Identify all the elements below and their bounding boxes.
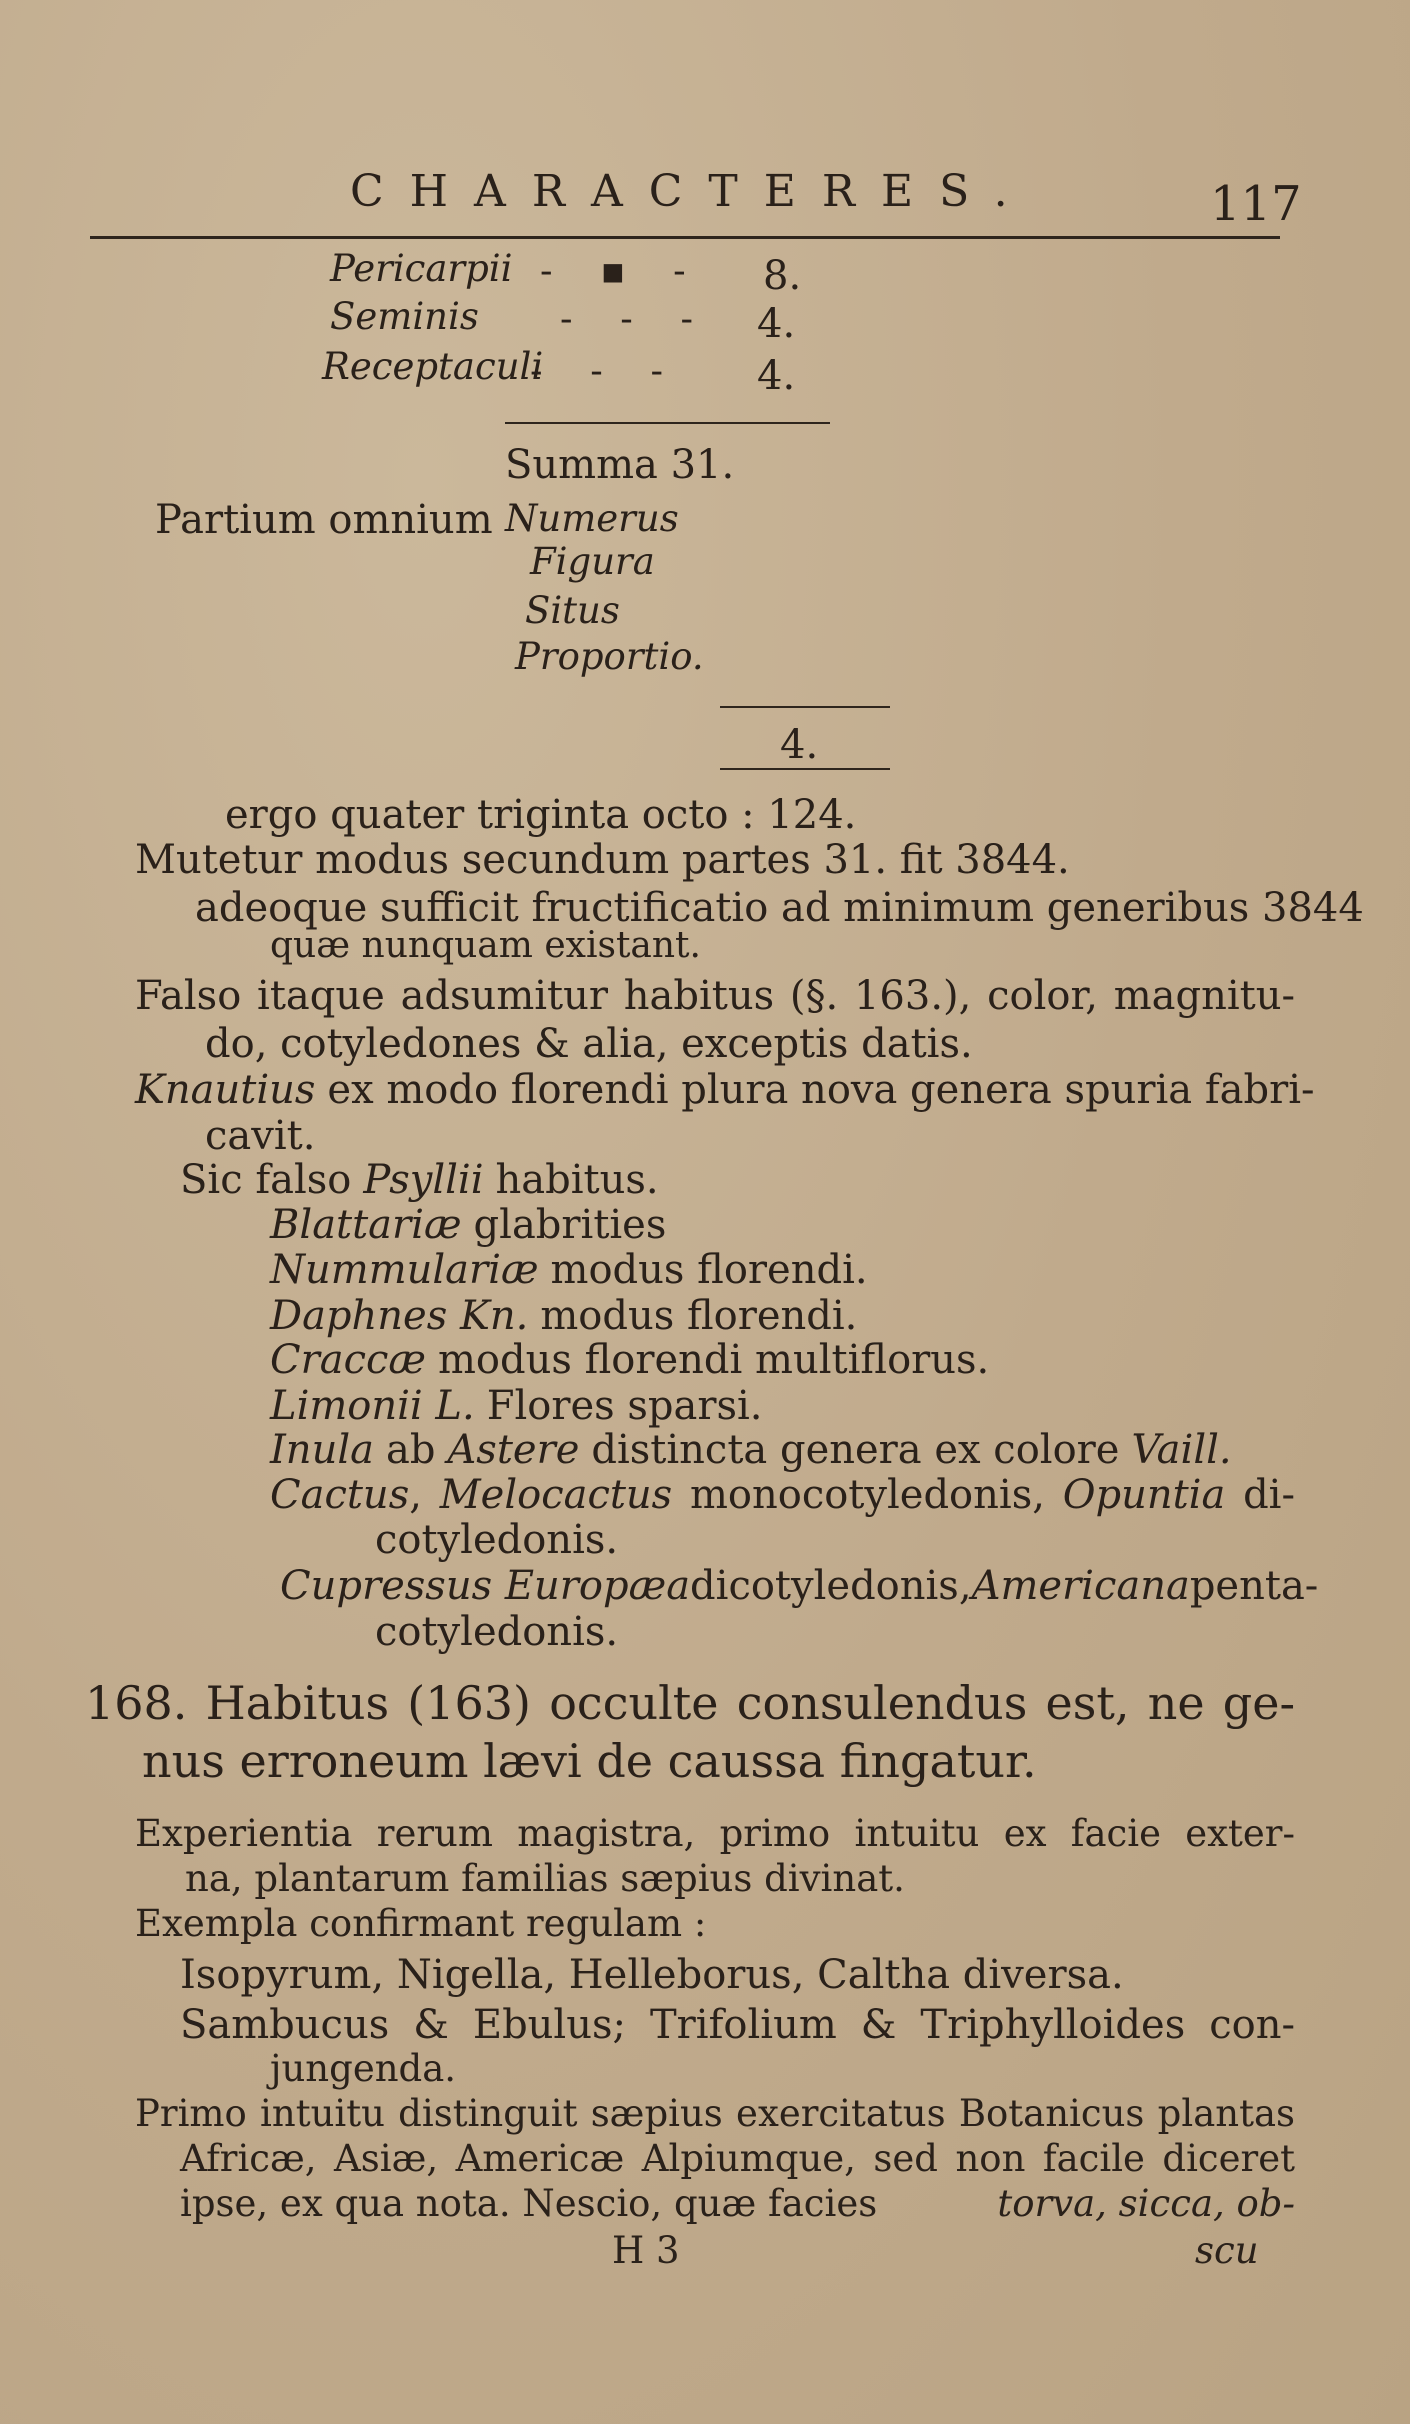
text-span: distincta genera ex colore [591, 1427, 1120, 1473]
text-line [270, 1383, 763, 1429]
genus-name: Nummulariæ [270, 1247, 539, 1293]
text-line: do, cotyledones & alia, exceptis datis. [205, 1021, 973, 1067]
genus-name: Americana [971, 1563, 1190, 1609]
text-line [270, 1293, 858, 1339]
text-span: glabrities [473, 1202, 667, 1248]
author-name: Vaill. [1131, 1427, 1232, 1473]
text-line: Exempla confirmant regulam : [135, 1902, 707, 1945]
signature-mark: H 3 [612, 2229, 680, 2272]
part-value: 8. [763, 253, 802, 299]
text-span: dicotyledonis, [690, 1563, 972, 1609]
text-line: ergo quater triginta octo : 124. [225, 792, 857, 838]
genus-name: Daphnes Kn. [270, 1293, 529, 1339]
text-line: Sambucus & Ebulus; Trifolium & Triphylloides con- [180, 2002, 1295, 2048]
sum-rule [505, 422, 830, 424]
genus-name: Cactus [270, 1472, 410, 1518]
text-span: habitus. [495, 1157, 659, 1203]
section-heading: nus erroneum lævi de caussa fingatur. [142, 1734, 1037, 1788]
partium-item: Figura [530, 540, 655, 583]
text-line: na, plantarum familias sæpius divinat. [185, 1857, 905, 1900]
section-heading: 168. Habitus (163) occulte consulendus est, ne ge- [85, 1676, 1295, 1730]
partium-item: Numerus [505, 497, 679, 540]
text-span: Sic falso [180, 1157, 352, 1203]
text-line [180, 1157, 659, 1203]
text-line: Experientia rerum magistra, primo intuitu ex facie exter- [135, 1812, 1295, 1855]
text-span: penta- [1189, 1563, 1319, 1609]
catchword: scu [1195, 2229, 1259, 2272]
summa: Summa 31. [505, 442, 735, 488]
part-value: 4. [757, 301, 796, 347]
text-line [270, 1472, 1295, 1518]
author-name: Knautius [135, 1067, 316, 1113]
text-line [270, 1337, 990, 1383]
genus-name: Opuntia [1062, 1472, 1226, 1518]
partium-label: Partium omnium [155, 497, 493, 543]
text-line: jungenda. [270, 2047, 457, 2090]
text-line: cotyledonis. [375, 1609, 619, 1655]
text-span: , [409, 1472, 422, 1518]
partium-item: Situs [525, 589, 620, 632]
text-line [180, 2182, 1295, 2225]
part-dashes: - - - [560, 297, 712, 340]
part-name: Receptaculi [322, 345, 544, 388]
text-span: di- [1243, 1472, 1295, 1518]
genus-name: Astere [447, 1427, 580, 1473]
text-span: torva, sicca, ob- [997, 2182, 1295, 2225]
text-line: adeoque sufficit fructificatio ad minimum generibus 3844 [195, 885, 1364, 931]
text-line: cotyledonis. [375, 1517, 619, 1563]
text-line: Mutetur modus secundum partes 31. fit 3844. [135, 837, 1070, 883]
text-line: Isopyrum, Nigella, Helleborus, Caltha diversa. [180, 1952, 1124, 1998]
text-span: modus florendi multiflorus. [437, 1337, 990, 1383]
multiplier: 4. [780, 722, 819, 768]
part-name: Seminis [330, 295, 479, 338]
page-number: 117 [1210, 176, 1302, 232]
mult-rule-top [720, 706, 890, 708]
part-name: Pericarpii [330, 247, 513, 290]
text-line [270, 1202, 667, 1248]
running-head: CHARACTERES. [350, 166, 1034, 217]
part-value: 4. [757, 353, 796, 399]
mult-rule-bottom [720, 768, 890, 770]
text-line: cavit. [205, 1113, 316, 1159]
text-line [135, 1067, 1315, 1113]
part-dashes: - ▪ - [540, 249, 704, 292]
text-line [270, 1247, 868, 1293]
genus-name: Craccæ [270, 1337, 426, 1383]
text-span: Flores sparsi. [486, 1383, 763, 1429]
text-line [270, 1427, 1232, 1473]
text-span: ipse, ex qua nota. Nescio, quæ facies [180, 2182, 878, 2225]
text-span: ab [385, 1427, 436, 1473]
genus-name: Inula [270, 1427, 374, 1473]
partium-item: Proportio. [515, 635, 704, 678]
text-span: modus florendi. [550, 1247, 868, 1293]
text-line: Primo intuitu distinguit sæpius exercitatus Botanicus plantas [135, 2092, 1295, 2135]
text-span: ex modo florendi plura nova genera spuria fabri- [327, 1067, 1315, 1113]
genus-name: Cupressus Europæa [280, 1563, 691, 1609]
text-line: Africæ, Asiæ, Americæ Alpiumque, sed non facile diceret [180, 2137, 1295, 2180]
text-span: modus florendi. [540, 1293, 858, 1339]
genus-name: Melocactus [439, 1472, 673, 1518]
text-span: monocotyledonis, [689, 1472, 1045, 1518]
part-dashes: - - - [530, 349, 682, 392]
text-line: Falso itaque adsumitur habitus (§. 163.), color, magnitu- [135, 973, 1295, 1019]
genus-name: Blattariæ [270, 1202, 462, 1248]
genus-name: Psyllii [363, 1157, 484, 1203]
text-line: quæ nunquam existant. [270, 925, 701, 966]
text-line [280, 1563, 1319, 1609]
header-rule [90, 236, 1280, 239]
genus-name: Limonii L. [270, 1383, 475, 1429]
